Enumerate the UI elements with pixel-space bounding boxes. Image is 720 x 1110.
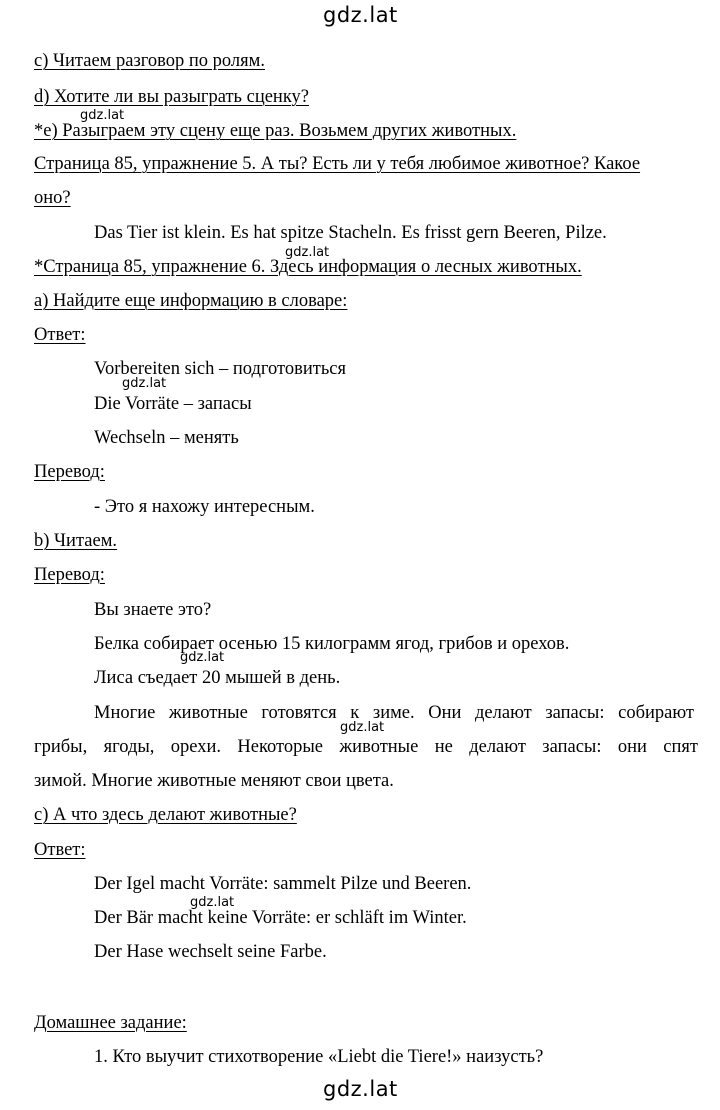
- watermark-small: gdz.lat: [122, 376, 167, 391]
- answer-text: Der Igel macht Vorräte: sammelt Pilze und Beeren.: [94, 874, 472, 894]
- watermark-small: gdz.lat: [285, 245, 330, 260]
- vocab-item: Die Vorräte – запасы: [94, 394, 252, 414]
- task-a-find-info: а) Найдите еще информацию в словаре:: [34, 291, 348, 311]
- translation-label: Перевод:: [34, 565, 105, 585]
- paragraph-line: зимой. Многие животные меняют свои цвета.: [34, 771, 394, 791]
- translation-text: Лиса съедает 20 мышей в день.: [94, 668, 341, 688]
- watermark-bottom: gdz.lat: [323, 1077, 398, 1101]
- exercise-heading-5: Страница 85, упражнение 5. А ты? Есть ли у тебя любимое животное? Какое: [34, 154, 641, 174]
- translation-label: Перевод:: [34, 462, 105, 482]
- task-d-play-scene: d) Хотите ли вы разыграть сценку?: [34, 87, 310, 107]
- answer-text: Der Bär macht keine Vorräte: er schläft im Winter.: [94, 908, 467, 928]
- answer-label: Ответ:: [34, 840, 86, 860]
- watermark-small: gdz.lat: [190, 895, 235, 910]
- exercise-heading-5-cont: оно?: [34, 188, 71, 208]
- watermark-small: gdz.lat: [340, 720, 385, 735]
- exercise-heading-6: *Страница 85, упражнение 6. Здесь информация о лесных животных.: [34, 257, 582, 277]
- translation-text: - Это я нахожу интересным.: [94, 497, 315, 517]
- watermark-top: gdz.lat: [323, 3, 398, 27]
- watermark-small: gdz.lat: [80, 108, 125, 123]
- paragraph-line: Многие животные готовятся к зиме. Они делают запасы: собирают: [94, 703, 694, 723]
- homework-label: Домашнее задание:: [34, 1013, 187, 1033]
- task-e-again: *e) Разыграем эту сцену еще раз. Возьмем других животных.: [34, 121, 517, 141]
- task-c-what-animals: с) А что здесь делают животные?: [34, 805, 297, 825]
- answer-text: Der Hase wechselt seine Farbe.: [94, 942, 327, 962]
- vocab-item: Vorbereiten sich – подготовиться: [94, 359, 347, 379]
- translation-text: Вы знаете это?: [94, 600, 212, 620]
- answer-label: Ответ:: [34, 325, 86, 345]
- answer-text: Das Tier ist klein. Es hat spitze Stacheln. Es frisst gern Beeren, Pilze.: [94, 223, 607, 243]
- task-c-read-roles: c) Читаем разговор по ролям.: [34, 51, 265, 71]
- paragraph-line: грибы, ягоды, орехи. Некоторые животные не делают запасы: они спят: [34, 737, 698, 757]
- watermark-small: gdz.lat: [180, 650, 225, 665]
- homework-item: 1. Кто выучит стихотворение «Liebt die Tiere!» наизусть?: [94, 1047, 544, 1067]
- task-b-read: b) Читаем.: [34, 531, 118, 551]
- vocab-item: Wechseln – менять: [94, 428, 239, 448]
- translation-text: Белка собирает осенью 15 килограмм ягод, грибов и орехов.: [94, 634, 570, 654]
